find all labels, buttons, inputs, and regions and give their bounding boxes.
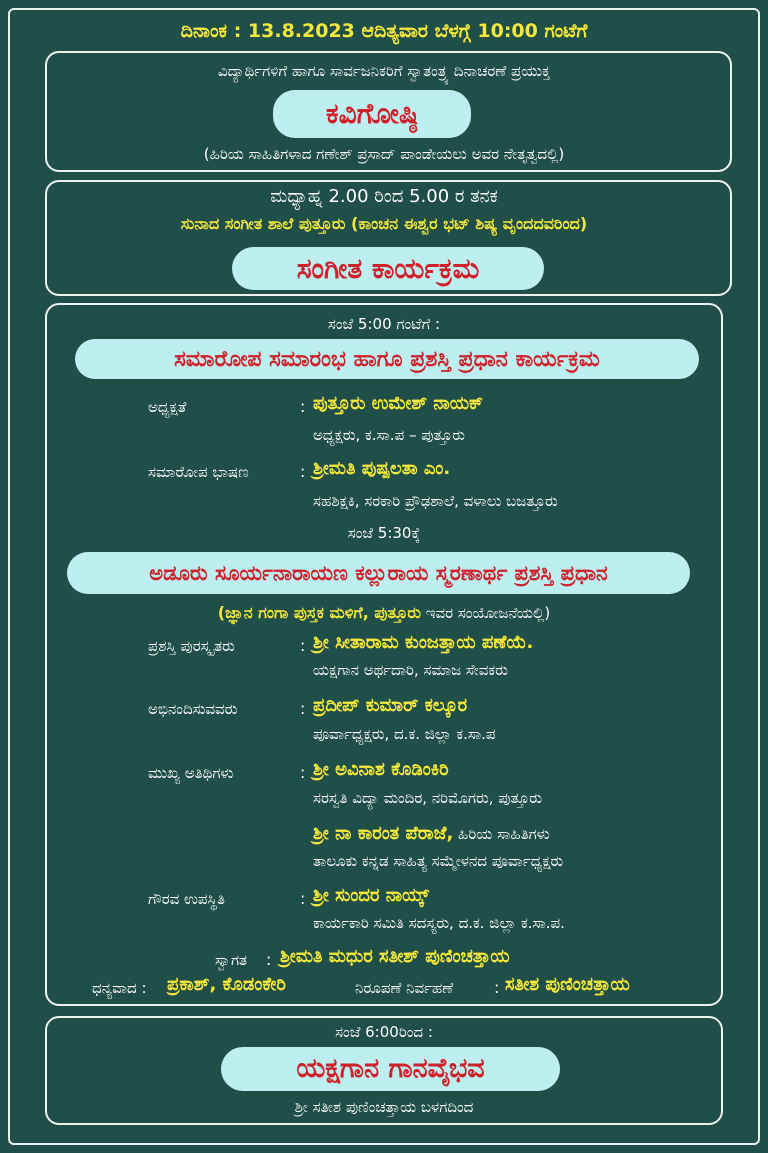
guests-label: ಮುಖ್ಯ ಅತಿಥಿಗಳು	[148, 764, 234, 782]
award-organizer-bold: (ಜ್ಞಾನ ಗಂಗಾ ಪುಸ್ತಕ ಮಳಿಗೆ, ಪುತ್ತೂರು	[217, 603, 421, 622]
presidency-label: ಅಧ್ಯಕ್ಷತೆ	[148, 398, 187, 416]
thanks-label: ಧನ್ಯವಾದ :	[92, 979, 147, 997]
valedictory-title: ಸಮಾರೋಪ ಸಮಾರಂಭ ಹಾಗೂ ಪ್ರಶಸ್ತಿ ಪ್ರಧಾನ ಕಾರ್ಯಕ್ರಮ	[75, 339, 699, 379]
kavigoshti-leadership: (ಹಿರಿಯ ಸಾಹಿತಿಗಳಾದ ಗಣೇಶ್ ಪ್ರಸಾದ್ ಪಾಂಡೇಯಲು ಅವರ ನೇತೃತ್ವದಲ್ಲಿ)	[203, 145, 565, 163]
yakshagana-title: ಯಕ್ಷಗಾನ ಗಾನವೈಭವ	[221, 1047, 560, 1091]
colon: :	[300, 397, 306, 416]
date-line: ದಿನಾಂಕ : 13.8.2023 ಆದಿತ್ಯವಾರ ಬೆಳಗ್ಗೆ 10:00 ಗಂಟೆಗೆ	[180, 20, 588, 42]
guest1-name: ಶ್ರೀ ಅವಿನಾಶ ಕೊಡಿಂಕಿರಿ	[313, 759, 449, 780]
speech-label: ಸಮಾರೋಪ ಭಾಷಣ	[148, 463, 249, 481]
felicitator-desc: ಪೂರ್ವಾಧ್ಯಕ್ಷರು, ದ.ಕ. ಜಿಲ್ಲಾ ಕ.ಸಾ.ಪ	[313, 725, 496, 743]
honor-desc: ಕಾರ್ಯಕಾರಿ ಸಮಿತಿ ಸದಸ್ಯರು, ದ.ಕ. ಜಿಲ್ಲಾ ಕ.ಸಾ.ಪ.	[313, 914, 565, 932]
presidency-desc: ಅಧ್ಯಕ್ಷರು, ಕ.ಸಾ.ಪ – ಪುತ್ತೂರು	[313, 426, 465, 444]
guest2-name: ಶ್ರೀ ನಾ ಕಾರಂತ ಪೆರಾಜೆ,	[313, 823, 454, 844]
awardee-desc: ಯಕ್ಷಗಾನ ಅರ್ಥದಾರಿ, ಸಮಾಜ ಸೇವಕರು	[313, 661, 508, 679]
awardee-name: ಶ್ರೀ ಸೀತಾರಾಮ ಕುಂಜತ್ತಾಯ ಪಣೆಯೆ.	[313, 632, 534, 653]
guest1-desc: ಸರಸ್ವತಿ ವಿದ್ಯಾ ಮಂದಿರ, ನರಿಮೊಗರು, ಪುತ್ತೂರು	[313, 789, 542, 807]
felicitator-label: ಅಭಿನಂದಿಸುವವರು	[148, 700, 238, 718]
colon: :	[300, 636, 306, 655]
award-organizer	[0, 603, 768, 623]
yakshagana-time: ಸಂಜೆ 6:00ರಿಂದ :	[335, 1023, 433, 1041]
award-organizer-rest: ಇವರ ಸಂಯೋಜನೆಯಲ್ಲಿ)	[420, 604, 551, 622]
speech-name: ಶ್ರೀಮತಿ ಪುಷ್ಪಲತಾ ಎಂ.	[313, 458, 451, 479]
music-presenters: ಸುನಾದ ಸಂಗೀತ ಶಾಲೆ ಪುತ್ತೂರು (ಕಾಂಚನ ಈಶ್ವರ ಭಟ್ ಶಿಷ್ಯ ವೃಂದದವರಿಂದ)	[180, 214, 588, 233]
colon: :	[494, 978, 500, 997]
award-time: ಸಂಜೆ 5:30ಕ್ಕೆ	[347, 524, 421, 542]
honor-name: ಶ್ರೀ ಸುಂದರ ನಾಯ್ಕ್	[313, 885, 429, 906]
mc-name: ಸತೀಶ ಪುಣಿಂಚತ್ತಾಯ	[505, 974, 630, 995]
yakshagana-troupe: ಶ್ರೀ ಸತೀಶ ಪುಣಿಂಚತ್ತಾಯ ಬಳಗದಿಂದ	[294, 1098, 474, 1116]
felicitator-name: ಪ್ರದೀಪ್ ಕುಮಾರ್ ಕಲ್ಕೂರ	[313, 695, 468, 716]
thanks-name: ಪ್ರಕಾಶ್, ಕೊಡಂಕೇರಿ	[167, 974, 286, 995]
awardee-label: ಪ್ರಶಸ್ತಿ ಪುರಸ್ಕೃತರು	[148, 637, 235, 655]
colon: :	[266, 950, 272, 969]
colon: :	[300, 889, 306, 908]
guest2-desc: ತಾಲೂಕು ಕನ್ನಡ ಸಾಹಿತ್ಯ ಸಮ್ಮೇಳನದ ಪೂರ್ವಾಧ್ಯಕ್ಷರು	[313, 852, 564, 870]
music-time: ಮಧ್ಯಾಹ್ನ 2.00 ರಿಂದ 5.00 ರ ತನಕ	[270, 186, 498, 207]
guest2-line	[313, 823, 550, 844]
colon: :	[300, 699, 306, 718]
welcome-name: ಶ್ರೀಮತಿ ಮಧುರ ಸತೀಶ್ ಪುಣಿಂಚತ್ತಾಯ	[280, 946, 510, 967]
colon: :	[300, 763, 306, 782]
kavigoshti-title: ಕವಿಗೋಷ್ಠಿ	[273, 90, 471, 138]
kavigoshti-intro: ವಿದ್ಯಾರ್ಥಿಗಳಿಗೆ ಹಾಗೂ ಸಾರ್ವಜನಿಕರಿಗೆ ಸ್ವಾತಂತ್ರ್ಯ ದಿನಾಚರಣೆ ಪ್ರಯುಕ್ತ	[217, 62, 551, 80]
welcome-label: ಸ್ವಾಗತ	[215, 951, 248, 969]
music-title: ಸಂಗೀತ ಕಾರ್ಯಕ್ರಮ	[232, 247, 544, 290]
valedictory-time: ಸಂಜೆ 5:00 ಗಂಟೆಗೆ :	[327, 315, 441, 333]
speech-desc: ಸಹಶಿಕ್ಷಕಿ, ಸರಕಾರಿ ಪ್ರೌಢಶಾಲೆ, ವಳಾಲು ಬಜತ್ತೂರು	[313, 492, 558, 510]
colon: :	[300, 462, 306, 481]
award-title: ಅಡೂರು ಸೂರ್ಯನಾರಾಯಣ ಕಲ್ಲುರಾಯ ಸ್ಮರಣಾರ್ಥ ಪ್ರಶಸ್ತಿ ಪ್ರಧಾನ	[67, 552, 690, 594]
guest2-suffix: ಹಿರಿಯ ಸಾಹಿತಿಗಳು	[453, 825, 550, 843]
presidency-name: ಪುತ್ತೂರು ಉಮೇಶ್ ನಾಯಕ್	[313, 393, 483, 414]
honor-label: ಗೌರವ ಉಪಸ್ಥಿತಿ	[148, 890, 225, 908]
mc-label: ನಿರೂಪಣೆ ನಿರ್ವಹಣೆ	[355, 979, 454, 997]
